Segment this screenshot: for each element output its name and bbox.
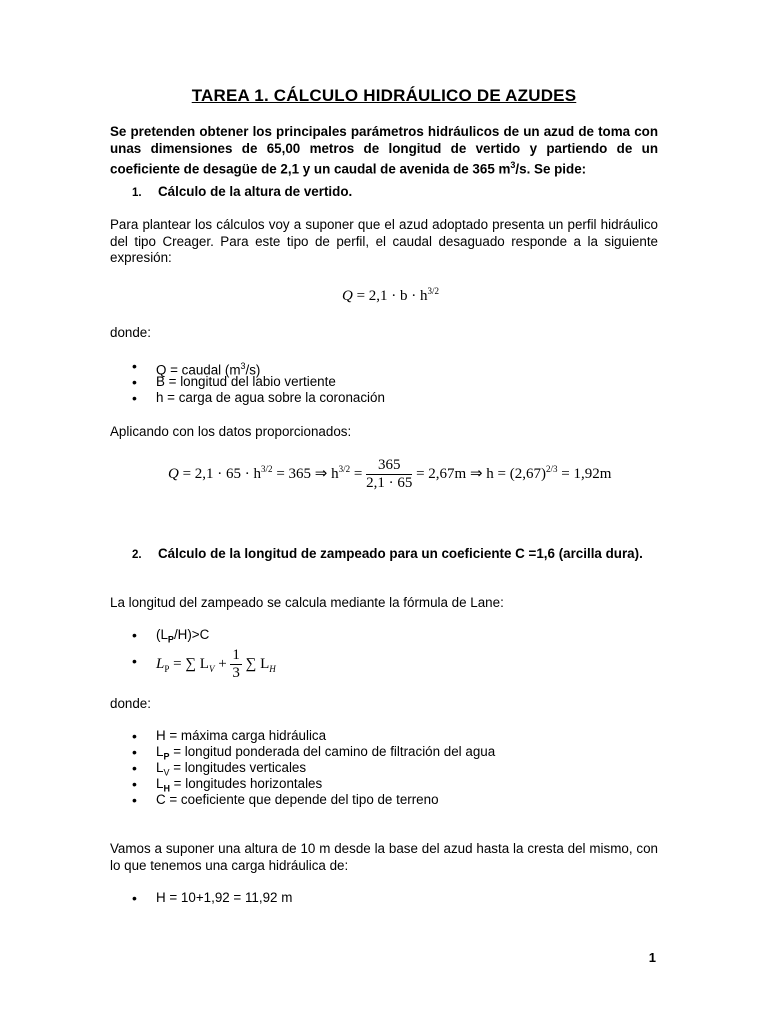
intro-text: Se pretenden obtener los principales parámetros hidráulicos de un azud de toma con unas dimensiones de 65,00 metros de longitud de vertido y partiendo de un coeficiente de desagüe de 2,1 y un caudal de avenida de 365 m bbox=[110, 124, 658, 177]
section-2-heading bbox=[132, 546, 658, 564]
section-1-heading bbox=[132, 184, 352, 199]
lane-formula: $L_P$ = ∑ $L_V$ + $\frac{1}{3}$ ∑ $L_H$ bbox=[156, 647, 276, 681]
intro-text-end: /s. Se pide: bbox=[515, 161, 587, 177]
page-number: 1 bbox=[648, 950, 656, 965]
intro-paragraph bbox=[110, 124, 658, 178]
paragraph-creager: Para plantear los cálculos voy a suponer que el azud adoptado presenta un perfil hidráulico del tipo Creager. Para este tipo de perfil, el caudal desaguado responde a la siguiente expresión: bbox=[110, 217, 658, 266]
donde-label-1: donde: bbox=[110, 325, 151, 340]
formula-exponent: 3/2 bbox=[427, 286, 440, 296]
result-list: • H = 10+1,92 = 11,92 m bbox=[132, 890, 293, 906]
section-2-number: 2. bbox=[132, 549, 142, 561]
formula-q: Q bbox=[342, 288, 353, 304]
lane-list: • $(L_P/H)>C$ • $L_P$ = ∑ $L_V$ + $\frac{1}{3}$ ∑ $L_H$ bbox=[132, 627, 276, 681]
donde-label-2: donde: bbox=[110, 696, 151, 711]
formula-solution: $Q = 2,1 \cdot 65 \cdot h^{3/2} = 365$ ⇒ $h^{3/2}$ = $\frac{365}{2,1 \cdot 65}$ = 2,67m ⇒ $h = (2,67)^{2/3} = 1,92m$ bbox=[168, 457, 612, 491]
variables-list-1: • Q = caudal $(m^3/s)$ • B = longitud del labio vertiente • h = carga de agua sobre la coronación bbox=[132, 358, 385, 406]
section-1-title: Cálculo de la altura de vertido. bbox=[158, 184, 353, 199]
section-2-title: Cálculo de la longitud de zampeado para un coeficiente C =1,6 (arcilla dura). bbox=[158, 546, 643, 561]
paragraph-height: Vamos a suponer una altura de 10 m desde la base del azud hasta la cresta del mismo, con lo que tenemos una carga hidráulica de: bbox=[110, 841, 658, 873]
fraction: $\frac{365}{2,1 \cdot 65}$ bbox=[366, 457, 413, 491]
formula-rhs: = 2,1 · b · h bbox=[356, 288, 428, 304]
paragraph-lane: La longitud del zampeado se calcula mediante la fórmula de Lane: bbox=[110, 595, 504, 610]
page-title: TAREA 1. CÁLCULO HIDRÁULICO DE AZUDES bbox=[191, 86, 577, 105]
paragraph-apply: Aplicando con los datos proporcionados: bbox=[110, 424, 352, 439]
formula-discharge bbox=[342, 286, 439, 305]
variables-list-2: • H = máxima carga hidráulica • $L_P$ = longitud ponderada del camino de filtración del agua • $L_V$ = longitudes verticales • $L_H$ = longitudes horizontales • C = coeficiente que depende del tipo de terreno bbox=[132, 728, 496, 808]
intro-superscript: 3 bbox=[510, 160, 516, 171]
section-1-number: 1. bbox=[132, 187, 142, 199]
